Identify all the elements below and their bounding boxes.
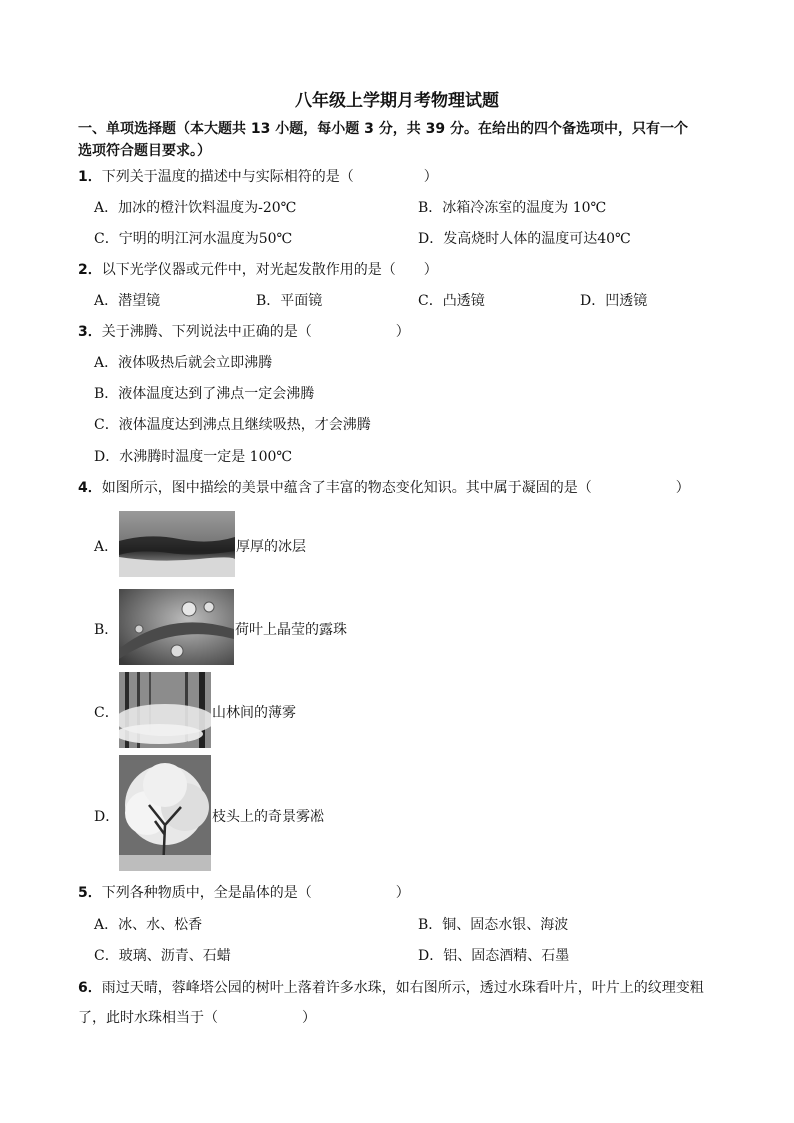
option-text: 铝、固态酒精、石墨 bbox=[443, 948, 570, 964]
q2-option-d[interactable] bbox=[580, 290, 647, 310]
option-text: 液体温度达到沸点且继续吸热，才会沸腾 bbox=[118, 417, 371, 433]
question-number: 5． bbox=[78, 885, 102, 901]
option-label: A． bbox=[94, 355, 119, 371]
q4-option-b-text[interactable]: 荷叶上晶莹的露珠 bbox=[235, 622, 347, 638]
q4-option-d-text[interactable]: 枝头上的奇景雾凇 bbox=[212, 809, 324, 825]
option-label: A． bbox=[94, 200, 119, 216]
option-text: 加冰的橙汁饮料温度为-20℃ bbox=[118, 200, 297, 216]
option-text: 冰箱冷冻室的温度为 10℃ bbox=[442, 200, 607, 216]
option-text: 液体吸热后就会立即沸腾 bbox=[118, 355, 273, 371]
q2-option-c[interactable] bbox=[418, 290, 485, 310]
option-text: 潜望镜 bbox=[118, 293, 161, 309]
question-4 bbox=[78, 477, 690, 497]
question-number: 1． bbox=[78, 169, 102, 185]
q3-option-b[interactable] bbox=[94, 383, 314, 403]
q5-option-c[interactable] bbox=[94, 945, 231, 965]
option-label: D． bbox=[94, 449, 120, 465]
question-5 bbox=[78, 882, 410, 902]
q3-option-d[interactable] bbox=[94, 446, 292, 466]
ice-layer-photo bbox=[119, 511, 235, 577]
option-label: A． bbox=[94, 293, 119, 309]
option-text: 凸透镜 bbox=[442, 293, 485, 309]
option-text: 凹透镜 bbox=[605, 293, 648, 309]
option-text: 平面镜 bbox=[280, 293, 323, 309]
q5-option-d[interactable] bbox=[418, 945, 569, 965]
question-number: 2． bbox=[78, 262, 102, 278]
q2-option-b[interactable] bbox=[256, 290, 322, 310]
question-number: 6． bbox=[78, 980, 102, 996]
option-label: B． bbox=[418, 200, 443, 216]
question-stem: 关于沸腾、下列说法中正确的是（ ） bbox=[101, 324, 410, 340]
q3-option-a[interactable] bbox=[94, 352, 272, 372]
q5-option-a[interactable] bbox=[94, 914, 202, 934]
option-label: B． bbox=[94, 386, 119, 402]
mist-forest-photo bbox=[119, 672, 211, 748]
q3-option-c[interactable] bbox=[94, 414, 371, 434]
option-text: 水沸腾时温度一定是 100℃ bbox=[119, 449, 293, 465]
q1-option-b[interactable] bbox=[418, 197, 606, 217]
question-stem: 下列各种物质中，全是晶体的是（ ） bbox=[101, 885, 410, 901]
option-text: 液体温度达到了沸点一定会沸腾 bbox=[118, 386, 315, 402]
section-heading-line1: 一、单项选择题（本大题共 13 小题，每小题 3 分，共 39 分。在给出的四个备选项中，只有一个 bbox=[78, 121, 688, 137]
option-label: C． bbox=[94, 417, 119, 433]
q4-option-c-text[interactable]: 山林间的薄雾 bbox=[212, 705, 296, 721]
q1-option-a[interactable] bbox=[94, 197, 296, 217]
question-1 bbox=[78, 166, 438, 186]
question-stem: 如图所示，图中描绘的美景中蕴含了丰富的物态变化知识。其中属于凝固的是（ ） bbox=[101, 480, 690, 496]
option-label: C． bbox=[94, 948, 119, 964]
option-label: D． bbox=[418, 231, 444, 247]
q4-option-d-label[interactable]: D． bbox=[94, 809, 120, 825]
q2-option-a[interactable] bbox=[94, 290, 160, 310]
option-text: 发高烧时人体的温度可达40℃ bbox=[443, 231, 631, 247]
option-label: D． bbox=[580, 293, 606, 309]
option-label: D． bbox=[418, 948, 444, 964]
rime-tree-photo bbox=[119, 755, 211, 871]
question-2 bbox=[78, 259, 438, 279]
q1-option-c[interactable] bbox=[94, 228, 292, 248]
section-heading-line2: 选项符合题目要求。） bbox=[78, 143, 211, 159]
question-number: 4． bbox=[78, 480, 102, 496]
option-text: 铜、固态水银、海波 bbox=[442, 917, 569, 933]
option-label: B． bbox=[256, 293, 281, 309]
q4-option-c-label[interactable]: C． bbox=[94, 705, 119, 721]
page-title: 八年级上学期月考物理试题 bbox=[295, 91, 499, 111]
option-label: B． bbox=[418, 917, 443, 933]
q4-option-a-text[interactable]: 厚厚的冰层 bbox=[236, 539, 306, 555]
q4-option-b-label[interactable]: B． bbox=[94, 622, 119, 638]
option-text: 玻璃、沥青、石蜡 bbox=[118, 948, 231, 964]
option-label: A． bbox=[94, 917, 119, 933]
question-6-continued: 了，此时水珠相当于（ ） bbox=[78, 1010, 316, 1026]
dew-drops-photo bbox=[119, 589, 234, 665]
option-label: C． bbox=[94, 231, 119, 247]
option-text: 宁明的明江河水温度为50℃ bbox=[118, 231, 293, 247]
question-stem: 下列关于温度的描述中与实际相符的是（ ） bbox=[101, 169, 438, 185]
q4-option-a-label[interactable]: A． bbox=[94, 539, 119, 555]
q1-option-d[interactable] bbox=[418, 228, 631, 248]
question-stem: 雨过天晴，蓉峰塔公园的树叶上落着许多水珠，如右图所示，透过水珠看叶片，叶片上的纹理变粗 bbox=[101, 980, 704, 996]
option-text: 冰、水、松香 bbox=[118, 917, 203, 933]
question-stem: 以下光学仪器或元件中，对光起发散作用的是（ ） bbox=[101, 262, 438, 278]
question-number: 3． bbox=[78, 324, 102, 340]
question-3 bbox=[78, 321, 410, 341]
q5-option-b[interactable] bbox=[418, 914, 568, 934]
question-6 bbox=[78, 977, 704, 997]
option-label: C． bbox=[418, 293, 443, 309]
